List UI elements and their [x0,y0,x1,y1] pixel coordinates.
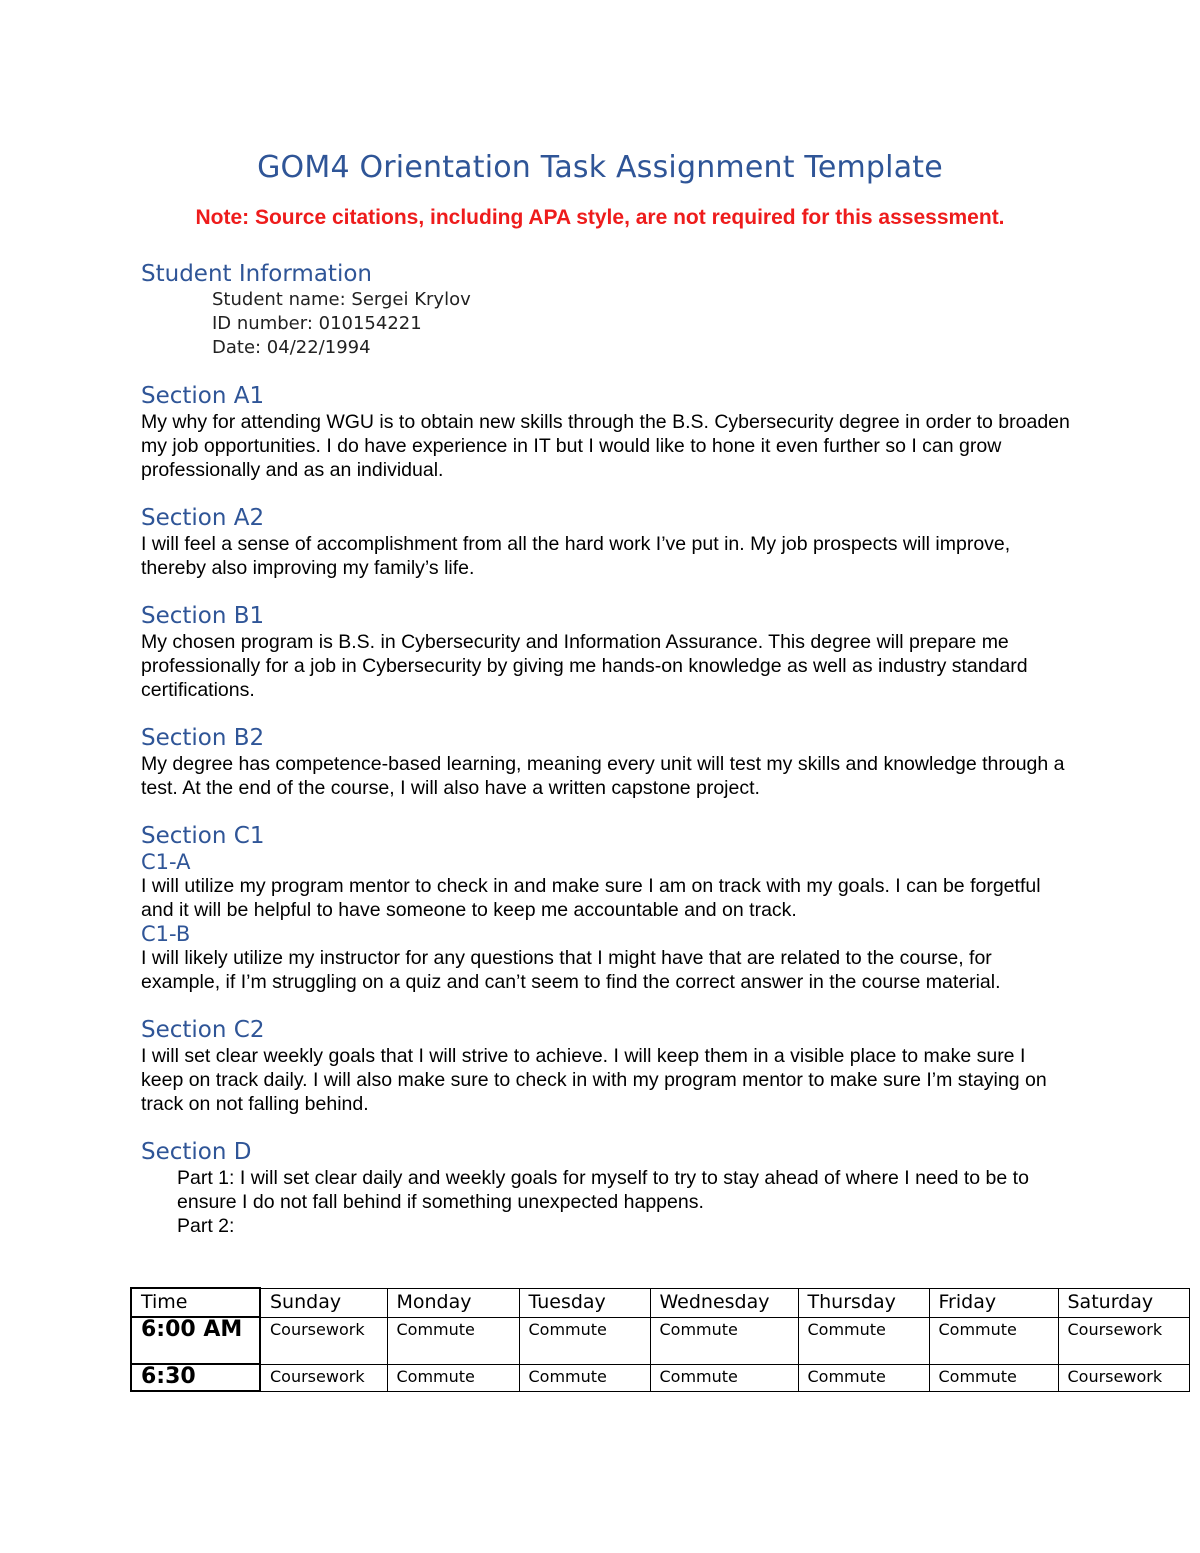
section-c2-text: I will set clear weekly goals that I will strive to achieve. I will keep them in a visible place to make sure I keep on track daily. I will also make sure to check in with my program mentor to make sure I’m staying on track on not falling behind. [141,1045,1047,1115]
schedule-header-cell: Saturday [1058,1288,1189,1317]
student-id-line: ID number: 010154221 [212,313,422,334]
schedule-cell: Commute [387,1317,519,1364]
section-b1-text: My chosen program is B.S. in Cybersecurity and Information Assurance. This degree will prepare me professionally for a job in Cybersecurity by giving me hands-on knowledge as well as industry standard certifications. [141,631,1028,701]
schedule-header-cell: Sunday [260,1288,387,1317]
table-row [131,1317,1189,1364]
schedule-header-cell: Time [131,1288,260,1317]
table-row [131,1364,1189,1391]
student-information-section [141,260,1071,360]
section-a2-heading: Section A2 [141,505,265,531]
schedule-cell: Commute [519,1364,650,1391]
section-d-part1: Part 1: I will set clear daily and weekly goals for myself to try to stay ahead of where I need to be to ensure I do not fall behind if something unexpected happens. [177,1167,1029,1213]
section-c1-a-text: I will utilize my program mentor to check in and make sure I am on track with my goals. I can be forgetful and it will be helpful to have someone to keep me accountable and on track. [141,875,1041,921]
section-d-heading: Section D [141,1139,252,1165]
schedule-cell: Coursework [260,1364,387,1391]
document-body [141,260,1071,1238]
section-a2 [141,504,1071,580]
section-b2-heading: Section B2 [141,725,265,751]
section-a1-text: My why for attending WGU is to obtain new skills through the B.S. Cybersecurity degree in order to broaden my job opportunities. I do have experience in IT but I would like to hone it even further so I can grow professionally and as an individual. [141,411,1070,481]
student-info-block [212,288,1071,360]
section-d-part2-label: Part 2: [177,1215,235,1237]
schedule-cell: Coursework [1058,1317,1189,1364]
schedule-header-cell: Friday [929,1288,1058,1317]
student-date-line: Date: 04/22/1994 [212,337,371,358]
schedule-cell: Commute [929,1317,1058,1364]
schedule-cell: Commute [387,1364,519,1391]
student-information-heading: Student Information [141,261,372,287]
section-a2-text: I will feel a sense of accomplishment from all the hard work I’ve put in. My job prospects will improve, thereby also improving my family’s life. [141,533,1011,579]
section-c2-heading: Section C2 [141,1017,265,1043]
section-a1-heading: Section A1 [141,383,265,409]
schedule-cell: Commute [798,1317,929,1364]
section-c2 [141,1016,1071,1116]
time-slot-cell: 6:00 AM [131,1317,260,1364]
weekly-schedule-table [130,1287,1190,1392]
section-b2-text: My degree has competence-based learning, meaning every unit will test my skills and knowledge through a test. At the end of the course, I will also have a written capstone project. [141,753,1065,799]
time-slot-cell: 6:30 [131,1364,260,1391]
schedule-cell: Coursework [260,1317,387,1364]
section-d [141,1138,1071,1238]
schedule-header-cell: Thursday [798,1288,929,1317]
section-c1-b-heading: C1-B [141,922,191,946]
schedule-cell: Commute [929,1364,1058,1391]
section-b2 [141,724,1071,800]
section-c1-b-text: I will likely utilize my instructor for any questions that I might have that are related to the course, for example, if I’m struggling on a quiz and can’t seem to find the correct answer in the course material. [141,947,1001,993]
schedule-header-cell: Wednesday [650,1288,798,1317]
document-title: GOM4 Orientation Task Assignment Template [257,150,943,185]
section-c1 [141,822,1071,994]
schedule-header-cell: Monday [387,1288,519,1317]
schedule-header-row [131,1288,1189,1317]
section-c1-heading: Section C1 [141,823,265,849]
section-b1 [141,602,1071,702]
student-name-line: Student name: Sergei Krylov [212,289,471,310]
schedule-cell: Commute [650,1364,798,1391]
section-b1-heading: Section B1 [141,603,265,629]
assessment-note: Note: Source citations, including APA style, are not required for this assessment. [195,206,1005,229]
schedule-cell: Commute [650,1317,798,1364]
schedule-cell: Commute [798,1364,929,1391]
schedule-cell: Commute [519,1317,650,1364]
section-a1 [141,382,1071,482]
section-c1-a-heading: C1-A [141,850,191,874]
schedule-cell: Coursework [1058,1364,1189,1391]
schedule-header-cell: Tuesday [519,1288,650,1317]
